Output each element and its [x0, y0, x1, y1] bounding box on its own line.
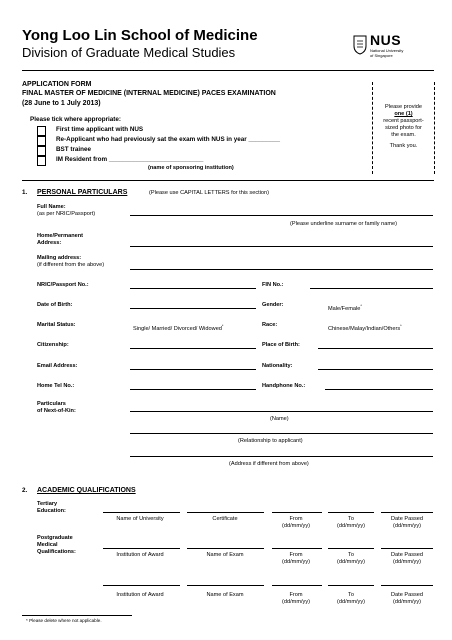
home-tel-label: Home Tel No.: — [37, 383, 75, 389]
citizenship-field[interactable] — [130, 348, 256, 349]
pg-passed-field-1[interactable] — [381, 548, 433, 549]
institution-field-1[interactable] — [103, 548, 180, 549]
tick-prompt: Please tick where appropriate: — [30, 116, 121, 123]
email-label: Email Address: — [37, 363, 78, 369]
col-passed-3: Date Passed — [390, 592, 424, 598]
institution-note: (name of sponsoring institution) — [148, 165, 234, 171]
option-im-resident: IM Resident from ___________________________ — [56, 156, 204, 163]
home-tel-field[interactable] — [130, 389, 256, 390]
race-text: Chinese/Malay/Indian/Others — [328, 325, 401, 332]
col-institution-1: Institution of Award — [116, 552, 164, 558]
nok-name-field[interactable] — [130, 411, 433, 412]
mailing-sub: (if different from the above) — [37, 262, 105, 268]
handphone-label: Handphone No.: — [262, 383, 306, 389]
dob-field[interactable] — [130, 308, 256, 309]
col-from-1: From — [289, 516, 303, 522]
checkbox-re-applicant[interactable] — [37, 136, 46, 146]
photo-l3: recent passport- — [383, 118, 424, 124]
col-passed-2: Date Passed — [390, 552, 424, 558]
race-label: Race: — [262, 322, 278, 328]
mailing-label: Mailing address: — [37, 255, 82, 261]
marital-options[interactable] — [133, 322, 223, 333]
col-exam-2: Name of Exam — [206, 592, 244, 598]
header-rule — [22, 70, 434, 71]
form-dates: (28 June to 1 July 2013) — [22, 100, 101, 107]
pg-label3: Qualifications: — [37, 549, 76, 555]
tertiary-to-field[interactable] — [328, 512, 374, 513]
photo-l1: Please provide — [384, 104, 422, 110]
university-field[interactable] — [103, 512, 180, 513]
form-title: APPLICATION FORM — [22, 81, 92, 88]
pg-label1: Postgraduate — [37, 535, 73, 541]
option-first-time: First time applicant with NUS — [56, 126, 144, 133]
crest-icon — [353, 35, 367, 55]
option-re-applicant: Re-Applicant who had previously sat the exam with NUS in year _________ — [56, 136, 280, 143]
pg-to-field-2[interactable] — [328, 585, 374, 586]
form-subtitle: FINAL MASTER OF MEDICINE (INTERNAL MEDICINE) PACES EXAMINATION — [22, 90, 276, 97]
home-address-field[interactable] — [130, 246, 433, 247]
school-title: Yong Loo Lin School of Medicine — [22, 27, 258, 44]
col-passed-1: Date Passed — [390, 516, 424, 522]
col-to-fmt-2: (dd/mm/yy) — [337, 559, 365, 565]
col-university: Name of University — [116, 516, 164, 522]
nok-address-field[interactable] — [130, 456, 433, 457]
col-passed-fmt-3: (dd/mm/yy) — [393, 599, 421, 605]
checkbox-first-time[interactable] — [37, 126, 46, 136]
col-to-3: To — [348, 592, 354, 598]
col-from-fmt-2: (dd/mm/yy) — [282, 559, 310, 565]
tertiary-from-field[interactable] — [272, 512, 322, 513]
division-title: Division of Graduate Medical Studies — [22, 45, 236, 60]
col-from-2: From — [289, 552, 303, 558]
full-name-label: Full Name: — [37, 204, 66, 210]
institution-field-2[interactable] — [103, 585, 180, 586]
gender-options[interactable] — [328, 302, 362, 313]
nric-field[interactable] — [130, 288, 256, 289]
footnote-rule — [22, 615, 132, 616]
col-institution-2: Institution of Award — [116, 592, 164, 598]
tertiary-label2: Education: — [37, 508, 66, 514]
gender-star: * — [360, 303, 362, 308]
col-to-1: To — [348, 516, 354, 522]
col-to-2: To — [348, 552, 354, 558]
logo-sub1: National University — [370, 48, 404, 53]
nok-name-note: (Name) — [270, 416, 289, 422]
pg-to-field-1[interactable] — [328, 548, 374, 549]
nationality-label: Nationality: — [262, 363, 293, 369]
col-from-fmt-1: (dd/mm/yy) — [282, 523, 310, 529]
section1-number: 1. — [22, 189, 28, 196]
tertiary-label1: Tertiary — [37, 501, 58, 507]
pg-from-field-2[interactable] — [272, 585, 322, 586]
checkbox-bst-trainee[interactable] — [37, 146, 46, 156]
photo-l6: Thank you. — [389, 143, 418, 149]
option-bst-trainee: BST trainee — [56, 146, 91, 153]
nok-relationship-note: (Relationship to applicant) — [238, 438, 303, 444]
col-from-fmt-3: (dd/mm/yy) — [282, 599, 310, 605]
underline-note: (Please underline surname or family name) — [290, 221, 397, 227]
home-address-label1: Home/Permanent — [37, 233, 84, 239]
photo-l5: the exam. — [391, 132, 416, 138]
mailing-field[interactable] — [130, 269, 433, 270]
checkbox-im-resident[interactable] — [37, 156, 46, 166]
col-passed-fmt-2: (dd/mm/yy) — [393, 559, 421, 565]
full-name-field[interactable] — [130, 215, 433, 216]
pg-label2: Medical — [37, 542, 58, 548]
exam-field-2[interactable] — [187, 585, 264, 586]
section2-number: 2. — [22, 487, 28, 494]
form-rule — [22, 180, 434, 181]
dob-label: Date of Birth: — [37, 302, 73, 308]
nok-relationship-field[interactable] — [130, 433, 433, 434]
full-name-sub: (as per NRIC/Passport) — [37, 211, 96, 217]
race-star: * — [400, 323, 402, 328]
photo-box — [372, 82, 435, 174]
handphone-field[interactable] — [325, 389, 433, 390]
nus-logo — [353, 33, 433, 63]
pob-label: Place of Birth: — [262, 342, 300, 348]
nok-address-note: (Address if different from above) — [229, 461, 309, 467]
col-exam-1: Name of Exam — [206, 552, 244, 558]
tertiary-passed-field[interactable] — [381, 512, 433, 513]
marital-text: Single/ Married/ Divorced/ Widowed — [133, 325, 222, 332]
col-passed-fmt-1: (dd/mm/yy) — [393, 523, 421, 529]
gender-text: Male/Female — [328, 305, 361, 312]
fin-label: FIN No.: — [262, 282, 284, 288]
col-from-3: From — [289, 592, 303, 598]
photo-l4: sized photo for — [385, 125, 422, 131]
pg-passed-field-2[interactable] — [381, 585, 433, 586]
race-options[interactable] — [328, 322, 402, 333]
logo-text: NUS — [370, 32, 402, 48]
home-address-label2: Address: — [37, 240, 62, 246]
nok-label2: of Next-of-Kin: — [37, 408, 76, 414]
email-field[interactable] — [130, 369, 256, 370]
logo-sub2: of Singapore — [370, 53, 393, 58]
pob-field[interactable] — [318, 348, 433, 349]
footnote: * Please delete where not applicable. — [26, 618, 102, 623]
pg-from-field-1[interactable] — [272, 548, 322, 549]
certificate-field[interactable] — [187, 512, 264, 513]
fin-field[interactable] — [310, 288, 433, 289]
marital-label: Marital Status: — [37, 322, 76, 328]
col-to-fmt-1: (dd/mm/yy) — [337, 523, 365, 529]
nok-label1: Particulars — [37, 401, 66, 407]
nationality-field[interactable] — [318, 369, 433, 370]
col-to-fmt-3: (dd/mm/yy) — [337, 599, 365, 605]
citizenship-label: Citizenship: — [37, 342, 69, 348]
section1-note: (Please use CAPITAL LETTERS for this section) — [149, 190, 269, 196]
gender-label: Gender: — [262, 302, 284, 308]
exam-field-1[interactable] — [187, 548, 264, 549]
nric-label: NRIC/Passport No.: — [37, 282, 89, 288]
section1-title: PERSONAL PARTICULARS — [37, 189, 128, 196]
section2-title: ACADEMIC QUALIFICATIONS — [37, 487, 136, 494]
col-certificate: Certificate — [212, 516, 238, 522]
photo-l2: one (1) — [394, 111, 413, 117]
marital-star: * — [221, 323, 224, 328]
